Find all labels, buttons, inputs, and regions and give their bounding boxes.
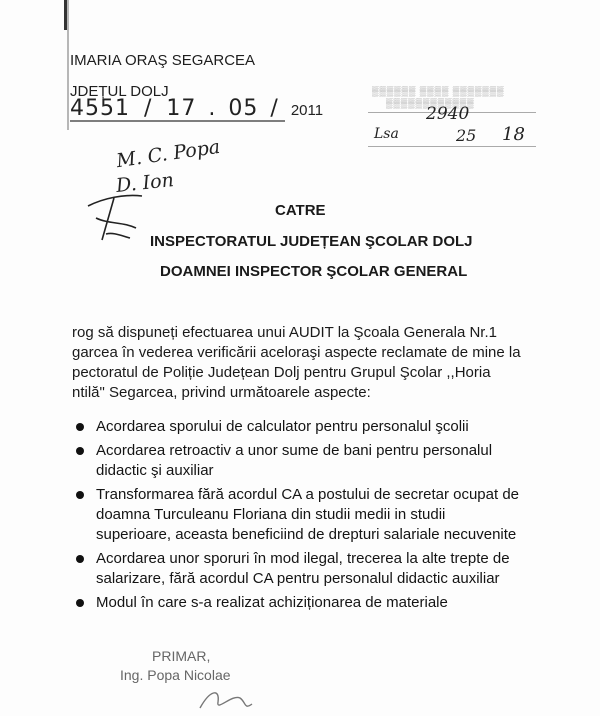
bullet-icon: [76, 491, 84, 499]
stamp-number: 2940: [426, 104, 470, 124]
body-line: pectoratul de Poliție Județean Dolj pentru Grupul Şcolar ,,Horia: [72, 364, 491, 381]
list-item: Acordarea sporului de calculator pentru personalul şcolii: [76, 417, 596, 437]
list-item: Transformarea fără acordul CA a postului de secretar ocupat de doamna Turculeanu Floriana din studii medii in studii superioare, aceasta beneficiind de drepturi salariale necuvenite: [76, 485, 596, 545]
scan-edge-shadow: [67, 0, 69, 130]
reg-number: 4551: [70, 96, 130, 121]
county-name: JDEȚUL DOLJ: [70, 83, 169, 100]
handwritten-note-2: D. Ion: [115, 169, 175, 197]
bullet-icon: [76, 447, 84, 455]
list-item: Acordarea retroactiv a unor sume de bani pentru personalul didactic şi auxiliar: [76, 441, 596, 481]
signature-role: PRIMAR,: [152, 648, 211, 664]
registration-stamp: ▒▒▒▒▒▒ ▒▒▒▒ ▒▒▒▒▒▒▒ ▒▒▒▒▒▒▒▒▒▒▒▒ 2940 Lsa 25 18: [364, 82, 542, 152]
recipient-line-1: INSPECTORATUL JUDEȚEAN ŞCOLAR DOLJ: [150, 233, 473, 250]
complaint-list: [76, 417, 596, 617]
bullet-icon: [76, 599, 84, 607]
body-line: rog să dispuneți efectuarea unui AUDIT la Şcoala Generala Nr.1: [72, 324, 497, 341]
reg-year: 2011: [290, 102, 324, 119]
body-line: ntilă" Segarcea, privind următoarele aspecte:: [72, 384, 371, 401]
handwritten-flourish: [84, 188, 154, 244]
reg-day: 17: [166, 96, 197, 121]
body-line: garcea în vederea verificării aceloraşi aspecte reclamate de mine la: [72, 344, 521, 361]
signature-name: Ing. Popa Nicolae: [120, 667, 231, 683]
list-item: Acordarea unor sporuri în mod ilegal, trecerea la alte trepte de salarizare, fără acordul CA pentru personalul didactic auxiliar: [76, 549, 596, 589]
reg-month: 05: [228, 96, 259, 121]
institution-name: IMARIA ORAŞ SEGARCEA: [70, 52, 256, 69]
reg-underline: [70, 118, 290, 124]
body-paragraph: [72, 323, 592, 403]
stamp-month: 18: [502, 124, 525, 145]
recipient-line-2: DOAMNEI INSPECTOR ŞCOLAR GENERAL: [160, 263, 468, 280]
stamp-day: 25: [456, 126, 477, 145]
signature-scribble: [196, 684, 256, 714]
bullet-icon: [76, 423, 84, 431]
list-item: Modul în care s-a realizat achiziționarea de materiale: [76, 593, 596, 613]
bullet-icon: [76, 555, 84, 563]
handwritten-note-1: M. C. Popa: [114, 135, 222, 173]
catre-heading: CATRE: [275, 202, 326, 219]
registration-number: 4551 / 17 . 05 / 2011: [70, 96, 324, 121]
